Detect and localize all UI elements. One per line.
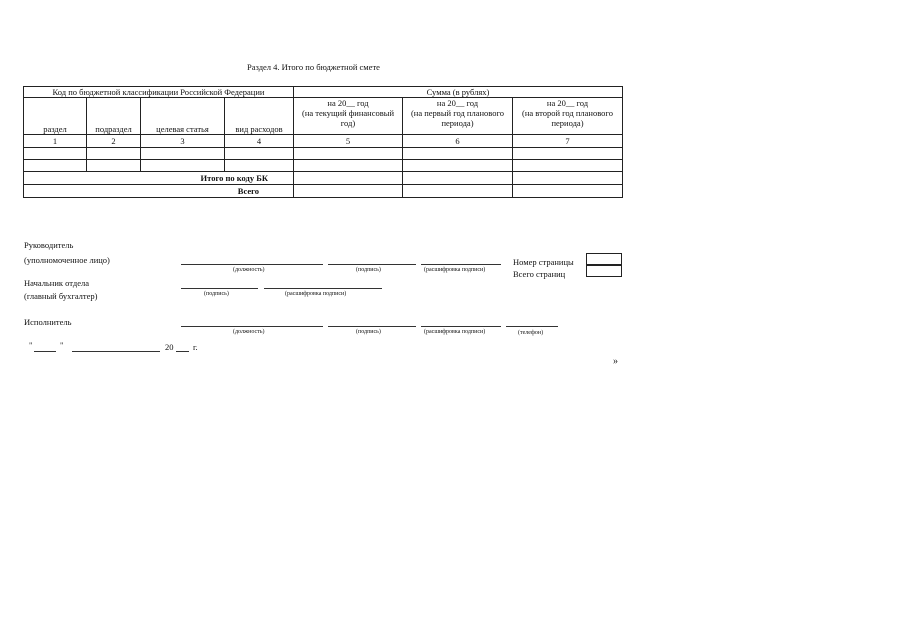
total-bk-cell[interactable] xyxy=(513,172,623,185)
header-classification: Код по бюджетной классификации Российской Федерации xyxy=(24,87,294,98)
caption-phone: (телефон) xyxy=(518,330,544,336)
total-bk-cell[interactable] xyxy=(294,172,403,185)
table-cell[interactable] xyxy=(225,148,294,160)
total-bk-row xyxy=(24,172,623,185)
caption-signature: (подпись) xyxy=(204,291,229,297)
table-cell[interactable] xyxy=(513,148,623,160)
col-number: 7 xyxy=(513,135,623,148)
table-cell[interactable] xyxy=(294,160,403,172)
total-pages-box[interactable] xyxy=(586,264,622,277)
total-all-cell[interactable] xyxy=(513,185,623,198)
chief-decoding-line[interactable] xyxy=(264,288,382,289)
caption-signature: (подпись) xyxy=(356,267,381,273)
col-year-2-line2: (на первый год планового xyxy=(410,108,505,118)
col-number: 2 xyxy=(87,135,141,148)
chief-sublabel: (главный бухгалтер) xyxy=(24,291,98,301)
closing-mark: » xyxy=(613,356,618,367)
col-podrazdel: подраздел xyxy=(87,98,141,135)
date-quote-open: " xyxy=(29,340,33,350)
caption-signature: (подпись) xyxy=(356,329,381,335)
table-cell[interactable] xyxy=(141,148,225,160)
table-cell[interactable] xyxy=(24,148,87,160)
col-number: 6 xyxy=(403,135,513,148)
table-cell[interactable] xyxy=(403,160,513,172)
executor-decoding-line[interactable] xyxy=(421,326,501,327)
total-all-cell[interactable] xyxy=(403,185,513,198)
total-bk-cell[interactable] xyxy=(403,172,513,185)
col-year-1-line3: год) xyxy=(340,118,356,128)
col-year-2-line1: на 20__ год xyxy=(436,98,479,108)
col-year-3-line3: периода) xyxy=(551,118,584,128)
caption-position: (должность) xyxy=(233,267,265,273)
col-year-2-line3: периода) xyxy=(441,118,474,128)
head-sublabel: (уполномоченное лицо) xyxy=(24,255,110,265)
table-cell[interactable] xyxy=(24,160,87,172)
budget-table xyxy=(23,86,623,198)
date-year-line[interactable] xyxy=(176,351,189,352)
caption-position: (должность) xyxy=(233,329,265,335)
col-statya: целевая статья xyxy=(141,98,225,135)
table-cell[interactable] xyxy=(513,160,623,172)
executor-signature-line[interactable] xyxy=(328,326,416,327)
table-cell[interactable] xyxy=(294,148,403,160)
head-position-line[interactable] xyxy=(181,264,323,265)
date-month-line[interactable] xyxy=(72,351,160,352)
head-signature-line[interactable] xyxy=(328,264,416,265)
executor-position-line[interactable] xyxy=(181,326,323,327)
col-year-2 xyxy=(403,98,513,135)
total-all-cell[interactable] xyxy=(294,185,403,198)
total-all-row xyxy=(24,185,623,198)
caption-decoding: (расшифровка подписи) xyxy=(424,267,486,273)
col-number: 5 xyxy=(294,135,403,148)
section-title: Раздел 4. Итого по бюджетной смете xyxy=(247,62,380,72)
table-cell[interactable] xyxy=(403,148,513,160)
date-year-prefix: 20 xyxy=(165,342,174,352)
caption-decoding: (расшифровка подписи) xyxy=(424,329,486,335)
table-cell[interactable] xyxy=(87,148,141,160)
total-all-label: Всего xyxy=(24,185,294,198)
col-year-3-line2: (на второй год планового xyxy=(522,108,613,118)
col-year-3 xyxy=(513,98,623,135)
table-cell[interactable] xyxy=(225,160,294,172)
caption-decoding: (расшифровка подписи) xyxy=(285,291,347,297)
date-year-suffix: г. xyxy=(193,342,198,352)
chief-signature-line[interactable] xyxy=(181,288,258,289)
chief-label: Начальник отдела xyxy=(24,278,90,288)
col-vid: вид расходов xyxy=(225,98,294,135)
head-label: Руководитель xyxy=(24,240,74,250)
col-number: 4 xyxy=(225,135,294,148)
date-quote-close: " xyxy=(60,340,64,350)
col-year-3-line1: на 20__ год xyxy=(546,98,589,108)
total-bk-label: Итого по коду БК xyxy=(24,172,294,185)
table-row xyxy=(24,160,623,172)
col-year-1-line1: на 20__ год xyxy=(327,98,369,108)
head-decoding-line[interactable] xyxy=(421,264,501,265)
table-cell[interactable] xyxy=(141,160,225,172)
total-pages-label: Всего страниц xyxy=(513,269,566,279)
col-year-1 xyxy=(294,98,403,135)
header-sum: Сумма (в рублях) xyxy=(294,87,623,98)
col-number: 1 xyxy=(24,135,87,148)
col-razdel: раздел xyxy=(24,98,87,135)
executor-label: Исполнитель xyxy=(24,317,72,327)
executor-phone-line[interactable] xyxy=(506,326,558,327)
col-number: 3 xyxy=(141,135,225,148)
table-row xyxy=(24,148,623,160)
table-cell[interactable] xyxy=(87,160,141,172)
col-year-1-line2: (на текущий финансовый xyxy=(301,108,394,118)
date-day-line[interactable] xyxy=(34,351,56,352)
page-number-label: Номер страницы xyxy=(513,257,574,267)
